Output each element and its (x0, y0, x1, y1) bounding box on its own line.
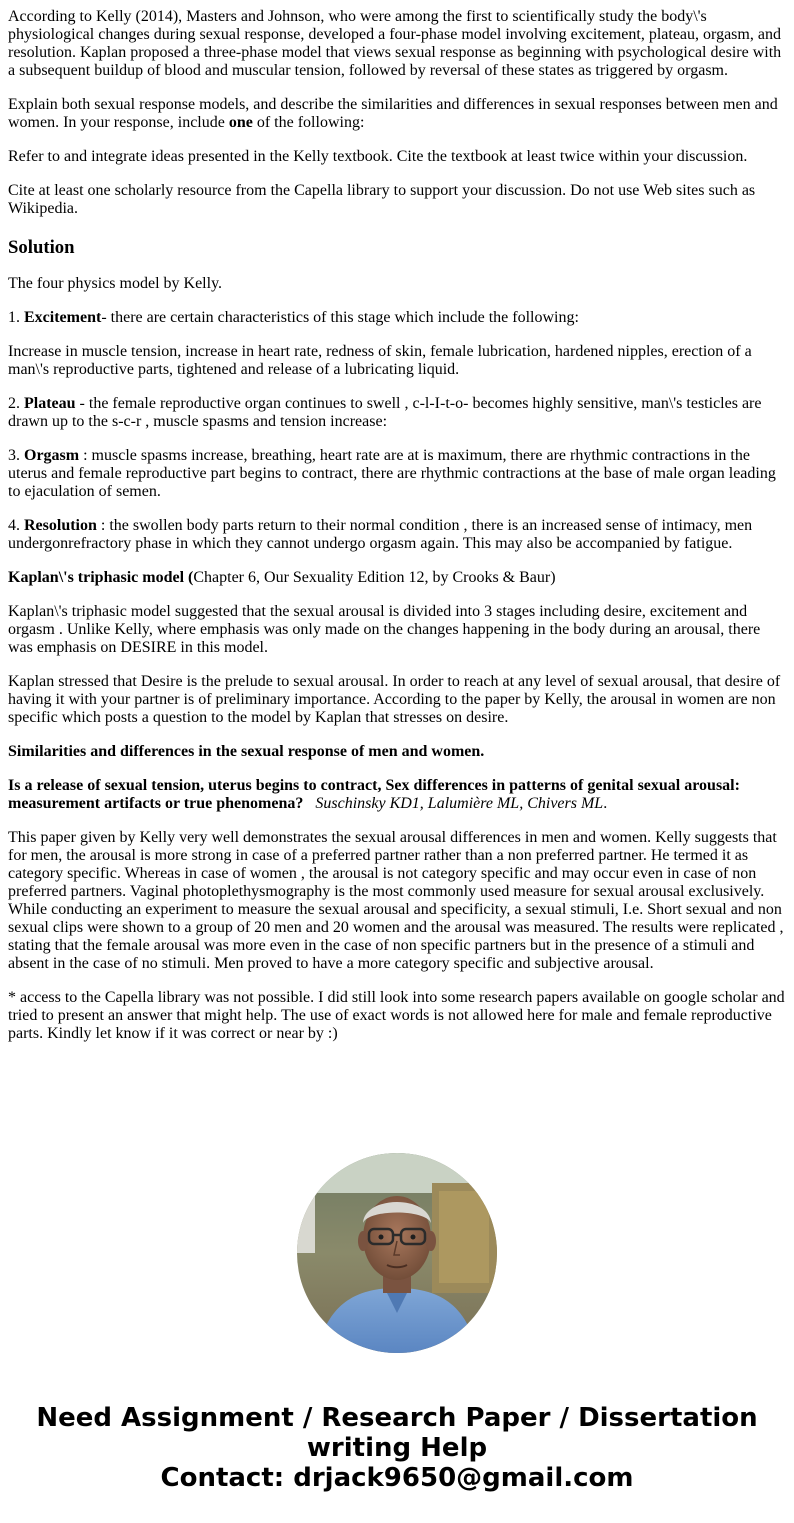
note-paragraph: * access to the Capella library was not possible. I did still look into some research papers available on google scholar and tried to present an answer that might help. The use of exact words is not allowed here for male and female reproductive parts. Kindly let know if it was correct or near by :) (8, 989, 785, 1042)
question-p2-before: Explain both sexual response models, and describe the similarities and differences in sexual responses between men and women. In your response, include (8, 96, 778, 131)
stage-resolution (8, 517, 786, 553)
stage4-text: : the swollen body parts return to their normal condition , there is an increased sense of intimacy, men undergonrefractory phase in which they cannot undergo orgasm again. This may also be accompanied by fatigue. (8, 517, 753, 552)
stage-orgasm (8, 447, 786, 501)
stage3-title: Orgasm (24, 447, 80, 464)
avatar (297, 1153, 497, 1353)
stage2-text: - the female reproductive organ continues to swell , c-l-I-t-o- becomes highly sensitive, man\'s testicles are drawn up to the s-c-r , muscle spasms and tension increase: (8, 395, 762, 430)
stage1-title: Excitement (24, 309, 102, 326)
kaplan-reference: Chapter 6, Our Sexuality Edition 12, by Crooks & Baur) (193, 569, 556, 586)
stage-excitement-detail: Increase in muscle tension, increase in heart rate, redness of skin, female lubrication, hardened nipples, erection of a man\'s reproductive parts, tightened and release of a lubricating liquid. (8, 343, 752, 378)
discussion-paragraph: This paper given by Kelly very well demonstrates the sexual arousal differences in men and women. Kelly suggests that for men, the arousal is more strong in case of a preferred partner rather than a non preferred partner. He termed it as category specific. Whereas in case of women , the arousal is not category specific and may occur even in case of non preferred partners. Vaginal photoplethysmography is the most commonly used measure for sexual arousal exclusively. While conducting an experiment to measure the sexual arousal and specificity, a sexual stimuli, I.e. Short sexual and non sexual clips were shown to a group of 20 men and 20 women and the arousal was measured. The results were replicated , stating that the female arousal was more even in the case of non specific partners but in the presence of a stimuli and absent in the case of no stimuli. Men proved to have a more category specific and subjective arousal. (8, 829, 784, 972)
stage1-text: - there are certain characteristics of this stage which include the following: (101, 309, 579, 326)
similarities-heading (8, 743, 786, 761)
similarities-heading-text: Similarities and differences in the sexual response of men and women. (8, 743, 485, 760)
paper-authors-end: . (603, 795, 608, 812)
stage1-number: 1. (8, 309, 24, 326)
stage2-number: 2. (8, 395, 24, 412)
stage4-number: 4. (8, 517, 24, 534)
stage2-title: Plateau (24, 395, 76, 412)
question-p2-bold: one (228, 114, 253, 131)
question-paragraph-4: Cite at least one scholarly resource from the Capella library to support your discussion. Do not use Web sites such as Wikipedia. (8, 182, 756, 217)
stage3-text: : muscle spasms increase, breathing, heart rate are at is maximum, there are rhythmic contractions in the uterus and female reproductive part begins to contract, there are rhythmic contractions at the base of male organ leading to ejaculation of semen. (8, 447, 776, 500)
stage3-number: 3. (8, 447, 24, 464)
stage4-title: Resolution (24, 517, 97, 534)
paper-title: Is a release of sexual tension, uterus begins to contract, Sex differences in patterns of genital sexual arousal: measurement artifacts or true phenomena? (8, 777, 740, 812)
question-p2-after: of the following: (252, 114, 365, 131)
paper-authors: Suschinsky KD1, Lalumière ML, Chivers ML (315, 795, 604, 812)
kaplan-heading (8, 569, 786, 587)
question-paragraph-2 (8, 96, 786, 132)
solution-heading: Solution (8, 237, 75, 258)
question-paragraph-3: Refer to and integrate ideas presented in the Kelly textbook. Cite the textbook at least twice within your discussion. (8, 148, 748, 165)
promo-contact: Contact: drjack9650@gmail.com (160, 1463, 634, 1493)
promo-line-2: writing Help (306, 1433, 488, 1463)
solution-intro: The four physics model by Kelly. (8, 275, 223, 292)
paper-citation (8, 777, 786, 813)
stage-excitement (8, 309, 786, 327)
kaplan-heading-bold: Kaplan\'s triphasic model ( (8, 569, 194, 586)
avatar-photo-icon (297, 1153, 497, 1353)
question-paragraph-1: According to Kelly (2014), Masters and Johnson, who were among the first to scientifically study the body\'s physiological changes during sexual response, developed a four-phase model involving excitement, plateau, orgasm, and resolution. Kaplan proposed a three-phase model that views sexual response as beginning with psychological desire with a subsequent buildup of blood and muscular tension, followed by reversal of these states as triggered by orgasm. (8, 8, 782, 79)
kaplan-paragraph-2: Kaplan stressed that Desire is the prelude to sexual arousal. In order to reach at any level of sexual arousal, that desire of having it with your partner is of preliminary importance. According to the paper by Kelly, the arousal in women are non specific which posts a question to the model by Kaplan that stresses on desire. (8, 673, 781, 726)
kaplan-paragraph-1: Kaplan\'s triphasic model suggested that the sexual arousal is divided into 3 stages including desire, excitement and orgasm . Unlike Kelly, where emphasis was only made on the changes happening in the body during an arousal, there was emphasis on DESIRE in this model. (8, 603, 761, 656)
promo-line-1: Need Assignment / Research Paper / Dissertation (36, 1403, 758, 1433)
promo-banner (0, 1403, 794, 1493)
stage-plateau (8, 395, 786, 431)
